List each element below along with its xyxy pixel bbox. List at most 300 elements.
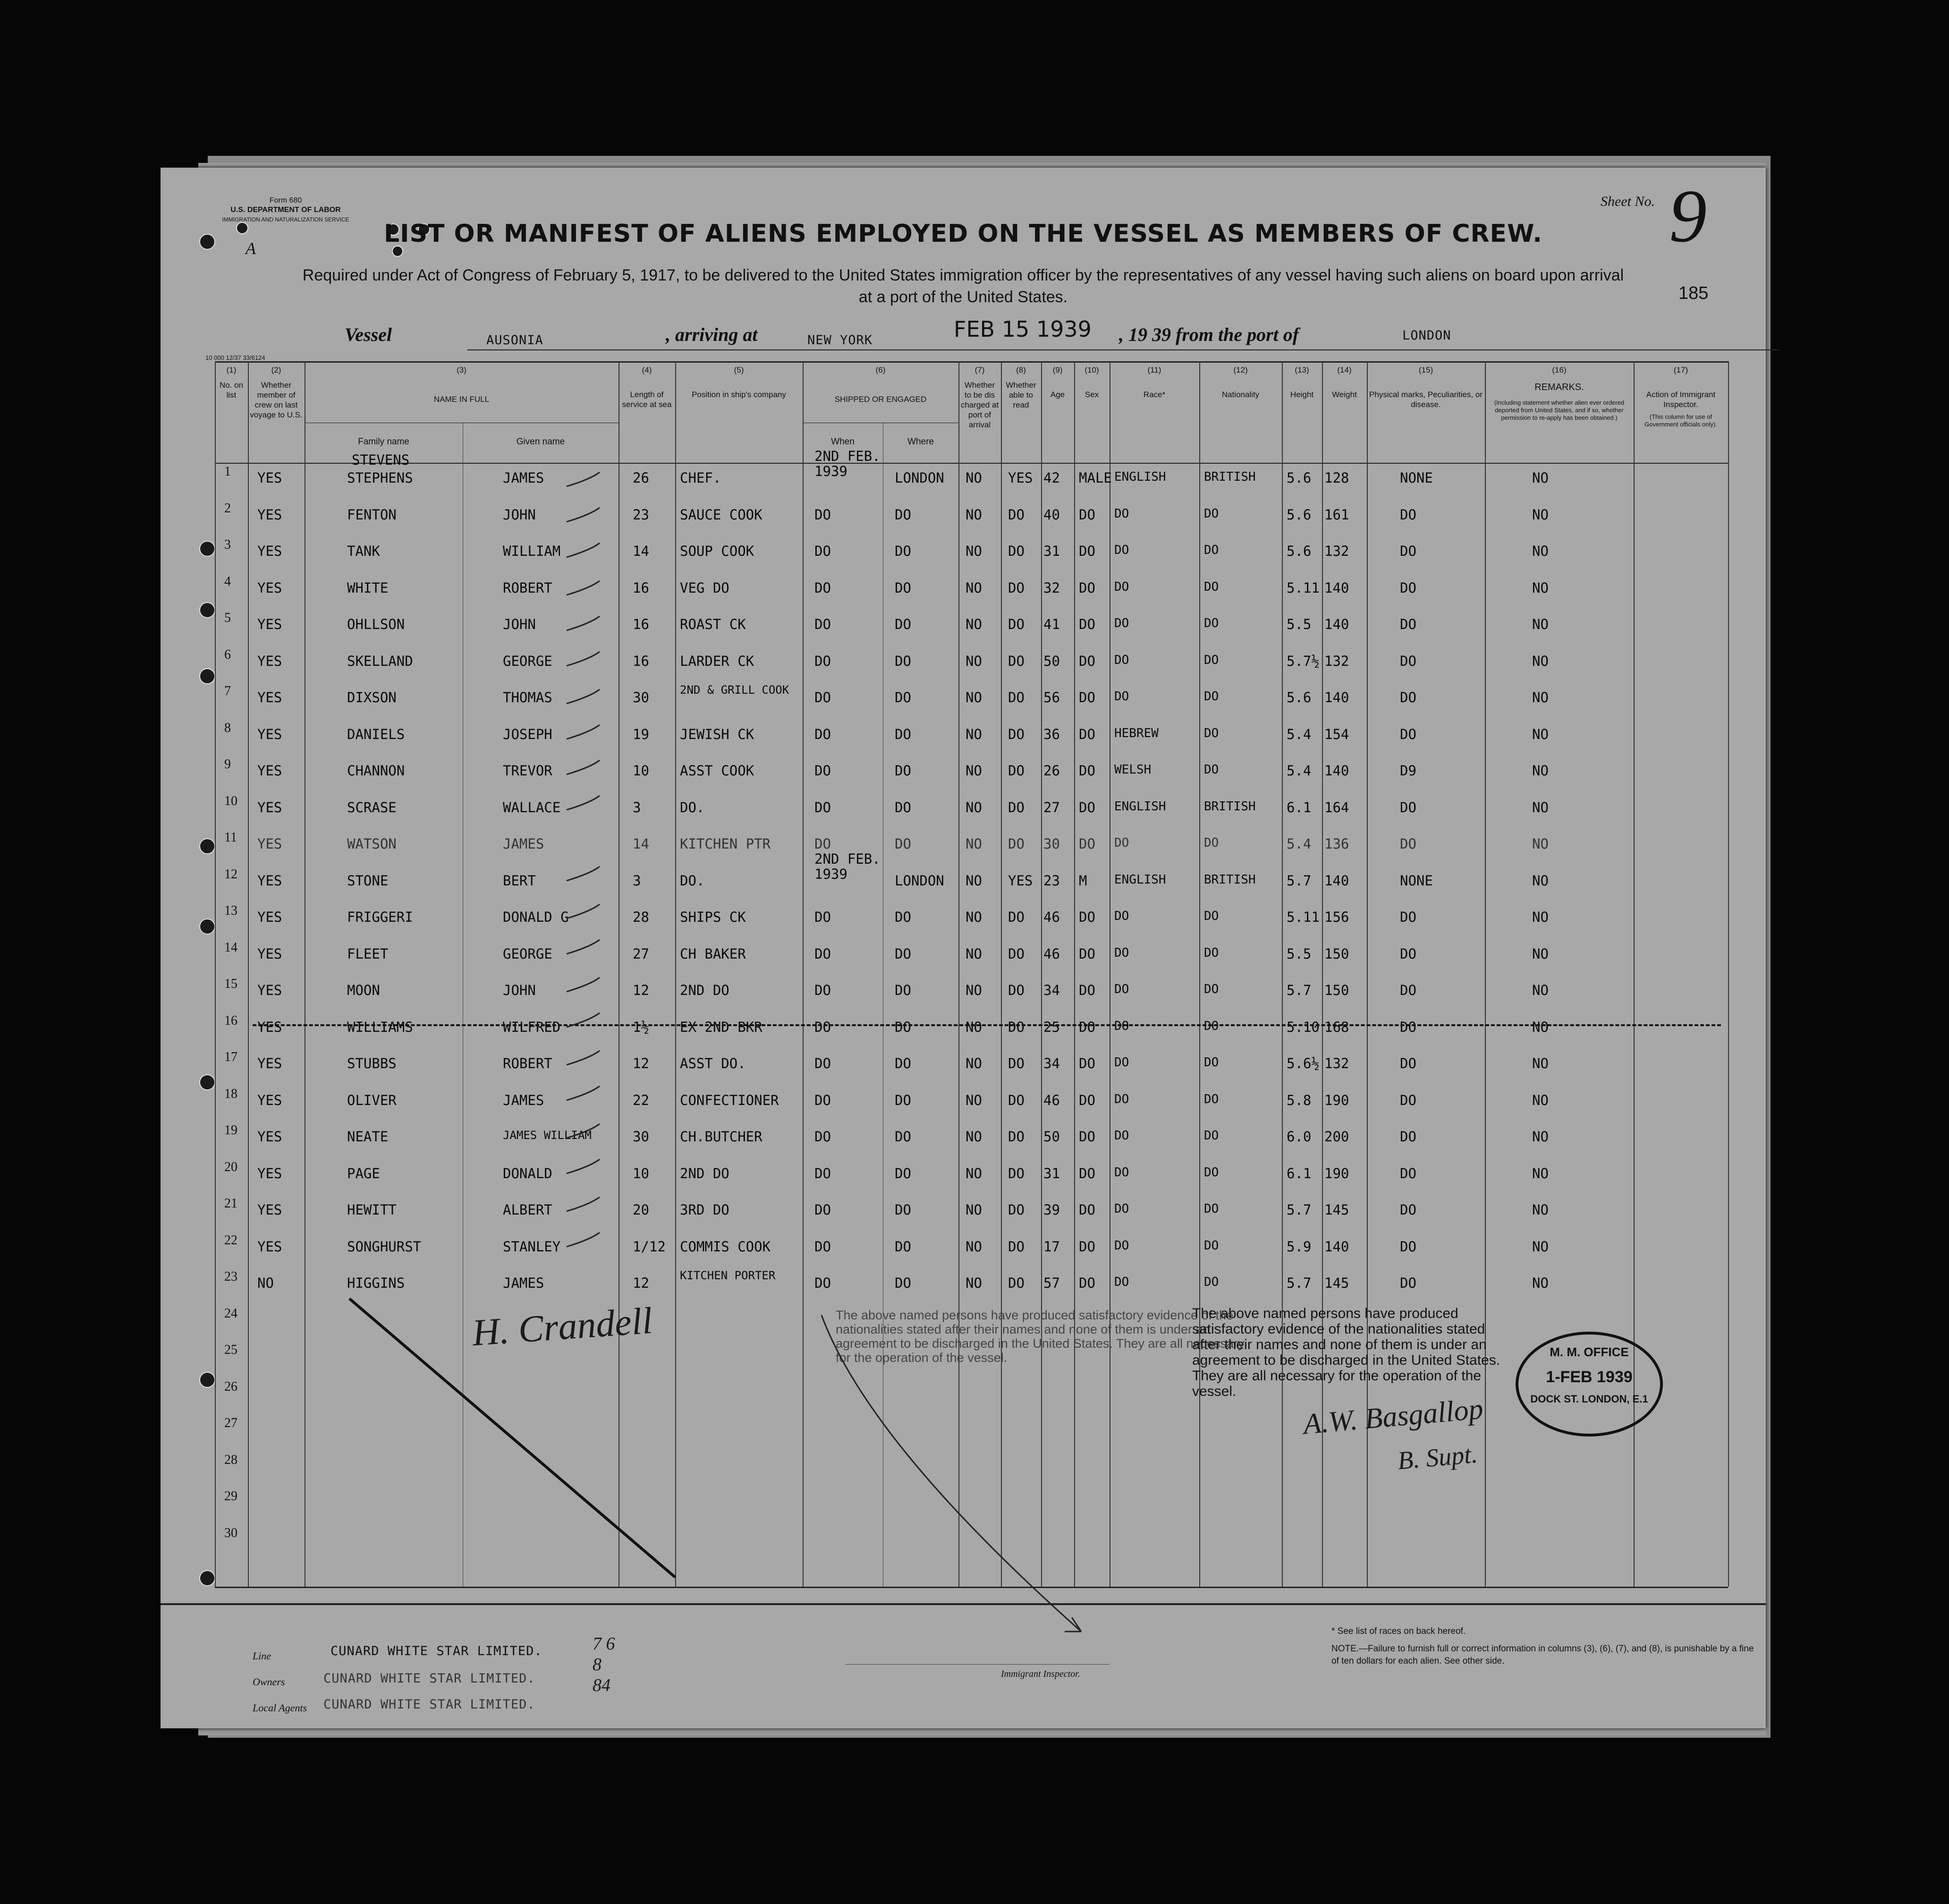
height: 5.7½ xyxy=(1287,653,1320,669)
family-name: FLEET xyxy=(347,945,389,962)
race: DO xyxy=(1114,1275,1129,1289)
age: 34 xyxy=(1043,982,1060,998)
age: 50 xyxy=(1043,1129,1060,1145)
shipped-where: DO xyxy=(895,836,911,852)
nationality: DO xyxy=(1204,1092,1219,1106)
crew-member-flag: YES xyxy=(257,653,282,669)
sex: DO xyxy=(1079,1129,1095,1145)
length-of-service: 3 xyxy=(633,799,641,816)
height: 6.1 xyxy=(1287,799,1312,816)
weight: 140 xyxy=(1324,616,1349,632)
discharged-at-port: NO xyxy=(966,1092,982,1108)
column-header: Length of service at sea xyxy=(622,390,672,409)
weight: 140 xyxy=(1324,1238,1349,1255)
position: DO. xyxy=(680,799,705,816)
position: 2ND DO xyxy=(680,982,729,998)
weight: 190 xyxy=(1324,1092,1349,1108)
race: DO xyxy=(1114,1019,1129,1033)
shipped-when: DO xyxy=(814,799,831,816)
position: 2ND & GRILL COOK xyxy=(680,683,789,697)
discharged-at-port: NO xyxy=(966,872,982,889)
crew-member-flag: YES xyxy=(257,1238,282,1255)
remarks: NO xyxy=(1532,689,1549,706)
shipped-when: DO xyxy=(814,579,831,596)
height: 5.6 xyxy=(1287,689,1312,706)
discharged-at-port: NO xyxy=(966,1238,982,1255)
shipped-when: DO xyxy=(814,1238,831,1255)
given-name: JOHN xyxy=(503,616,536,632)
position: 3RD DO xyxy=(680,1202,729,1218)
length-of-service: 12 xyxy=(633,1055,649,1071)
physical-marks: DO xyxy=(1400,1275,1416,1291)
weight: 132 xyxy=(1324,543,1349,559)
row-number: 20 xyxy=(224,1159,237,1174)
discharged-at-port: NO xyxy=(966,982,982,998)
able-to-read: DO xyxy=(1008,1129,1025,1145)
length-of-service: 30 xyxy=(633,689,649,706)
race: ENGLISH xyxy=(1114,872,1166,887)
race: ENGLISH xyxy=(1114,799,1166,814)
corner-mark: A xyxy=(246,239,256,258)
column-number: (1) xyxy=(226,366,237,374)
shipped-where: DO xyxy=(895,506,911,523)
family-name: HIGGINS xyxy=(347,1275,405,1291)
age: 57 xyxy=(1043,1275,1060,1291)
crew-member-flag: YES xyxy=(257,799,282,816)
crew-member-flag: YES xyxy=(257,543,282,559)
nationality: DO xyxy=(1204,836,1219,850)
family-name: CHANNON xyxy=(347,763,405,779)
nationality: DO xyxy=(1204,1129,1219,1143)
position: COMMIS COOK xyxy=(680,1238,771,1255)
master-signature-title: B. Supt. xyxy=(1396,1439,1479,1475)
weight: 140 xyxy=(1324,689,1349,706)
inspector-label: Immigrant Inspector. xyxy=(1001,1669,1080,1679)
position: LARDER CK xyxy=(680,653,754,669)
physical-marks: DO xyxy=(1400,1092,1416,1108)
row-number: 15 xyxy=(224,977,237,991)
shipped-where: DO xyxy=(895,726,911,742)
remarks: NO xyxy=(1532,1238,1549,1255)
age: 46 xyxy=(1043,945,1060,962)
physical-marks: DO xyxy=(1400,836,1416,852)
inspector-line xyxy=(845,1664,1110,1665)
nationality: DO xyxy=(1204,1238,1219,1253)
position: SHIPS CK xyxy=(680,909,746,925)
crew-member-flag: YES xyxy=(257,945,282,962)
physical-marks: DO xyxy=(1400,909,1416,925)
physical-marks: DO xyxy=(1400,1129,1416,1145)
able-to-read: DO xyxy=(1008,909,1025,925)
age: 31 xyxy=(1043,1165,1060,1182)
sex: DO xyxy=(1079,763,1095,779)
column-header: Age xyxy=(1050,390,1065,399)
nationality: DO xyxy=(1204,982,1219,996)
weight: 200 xyxy=(1324,1129,1349,1145)
shipped-where: DO xyxy=(895,1055,911,1071)
family-name-correction: STEVENS xyxy=(352,452,410,468)
physical-marks: DO xyxy=(1400,1165,1416,1182)
physical-marks: DO xyxy=(1400,1238,1416,1255)
shipped-when: DO xyxy=(814,982,831,998)
age: 36 xyxy=(1043,726,1060,742)
position: ASST DO. xyxy=(680,1055,746,1071)
column-number: (16) xyxy=(1552,366,1567,374)
sex: DO xyxy=(1079,1055,1095,1071)
shipped-where: DO xyxy=(895,689,911,706)
race: DO xyxy=(1114,1238,1129,1253)
column-header: No. on list xyxy=(219,381,244,400)
nationality: DO xyxy=(1204,763,1219,777)
discharged-at-port: NO xyxy=(966,1055,982,1071)
height: 5.9 xyxy=(1287,1238,1312,1255)
family-name: OLIVER xyxy=(347,1092,397,1108)
able-to-read: DO xyxy=(1008,1092,1025,1108)
age: 32 xyxy=(1043,579,1060,596)
stamp-top: M. M. OFFICE xyxy=(1550,1345,1629,1359)
able-to-read: DO xyxy=(1008,836,1025,852)
family-name: STONE xyxy=(347,872,389,889)
remarks: NO xyxy=(1532,1202,1549,1218)
crew-member-flag: YES xyxy=(257,836,282,852)
discharged-at-port: NO xyxy=(966,689,982,706)
row-number: 12 xyxy=(224,867,237,882)
certification-left: The above named persons have produced satisfactory evidence of the nationalities stated after their names and none of them is under an agreement to be discharged in the United States. They are all necessary for the operation of the vessel. xyxy=(836,1308,1245,1365)
physical-marks: NONE xyxy=(1400,470,1433,486)
form-number: Form 680 xyxy=(269,196,302,204)
length-of-service: 14 xyxy=(633,836,649,852)
discharged-at-port: NO xyxy=(966,543,982,559)
subheader-family: Family name xyxy=(358,437,409,447)
weight: 145 xyxy=(1324,1275,1349,1291)
crew-member-flag: YES xyxy=(257,470,282,486)
physical-marks: DO xyxy=(1400,579,1416,596)
discharged-at-port: NO xyxy=(966,909,982,925)
year-from-label: , 19 39 from the port of xyxy=(1119,324,1299,345)
column-header: Height xyxy=(1290,390,1314,399)
discharged-at-port: NO xyxy=(966,579,982,596)
family-name: WATSON xyxy=(347,836,397,852)
height: 5.6 xyxy=(1287,470,1312,486)
able-to-read: DO xyxy=(1008,506,1025,523)
row-number: 7 xyxy=(224,684,231,698)
remarks: NO xyxy=(1532,543,1549,559)
height: 5.4 xyxy=(1287,836,1312,852)
discharged-at-port: NO xyxy=(966,945,982,962)
manifest-sheet xyxy=(161,168,1766,1728)
sex: DO xyxy=(1079,689,1095,706)
page-number: 185 xyxy=(1678,283,1709,303)
sex: DO xyxy=(1079,909,1095,925)
nationality: DO xyxy=(1204,616,1219,630)
shipped-where: LONDON xyxy=(895,470,944,486)
shipped-when: DO xyxy=(814,1129,831,1145)
sex: DO xyxy=(1079,579,1095,596)
physical-marks: DO xyxy=(1400,982,1416,998)
shipped-when: DO xyxy=(814,763,831,779)
height: 5.7 xyxy=(1287,982,1312,998)
nationality: DO xyxy=(1204,909,1219,923)
shipped-when: 2ND FEB. 1939 xyxy=(814,448,881,479)
race: DO xyxy=(1114,1129,1129,1143)
sex: DO xyxy=(1079,799,1095,816)
crew-member-flag: YES xyxy=(257,1092,282,1108)
footer xyxy=(161,1603,1766,1730)
race: DO xyxy=(1114,616,1129,630)
position: CH.BUTCHER xyxy=(680,1129,763,1145)
nationality: BRITISH xyxy=(1204,470,1256,484)
owners-value: CUNARD WHITE STAR LIMITED. xyxy=(323,1671,535,1686)
sex: DO xyxy=(1079,1238,1095,1255)
height: 5.4 xyxy=(1287,763,1312,779)
column-number: (3) xyxy=(457,366,466,374)
column-header: Whether member of crew on last voyage to U.S. xyxy=(250,381,303,419)
age: 40 xyxy=(1043,506,1060,523)
row-number: 14 xyxy=(224,940,237,955)
given-name: WALLACE xyxy=(503,799,561,816)
column-number: (15) xyxy=(1418,366,1433,374)
age: 42 xyxy=(1043,470,1060,486)
shipped-when: DO xyxy=(814,1092,831,1108)
remarks: NO xyxy=(1532,726,1549,742)
shipped-when: DO xyxy=(814,616,831,632)
agents-label: Local Agents xyxy=(253,1702,307,1714)
given-name: BERT xyxy=(503,872,536,889)
line-label: Line xyxy=(253,1650,271,1662)
row-number: 19 xyxy=(224,1123,237,1138)
weight: 140 xyxy=(1324,579,1349,596)
crew-member-flag: YES xyxy=(257,1129,282,1145)
column-number: (5) xyxy=(734,366,744,374)
page-title: LIST OR MANIFEST OF ALIENS EMPLOYED ON THE VESSEL AS MEMBERS OF CREW. xyxy=(384,220,1542,248)
length-of-service: 3 xyxy=(633,872,641,889)
certification-right: The above named persons have produced satisfactory evidence of the nationalities stated after their names and none of them is under an agreement to be discharged in the United States. They are all necessary for the operation of the vessel. xyxy=(1192,1306,1500,1399)
remarks: NO xyxy=(1532,1055,1549,1071)
nationality: DO xyxy=(1204,945,1219,960)
shipped-where: DO xyxy=(895,653,911,669)
row-number: 21 xyxy=(224,1196,237,1211)
length-of-service: 30 xyxy=(633,1129,649,1145)
shipped-when: DO xyxy=(814,1275,831,1291)
discharged-at-port: NO xyxy=(966,653,982,669)
length-of-service: 16 xyxy=(633,653,649,669)
crew-member-flag: YES xyxy=(257,579,282,596)
remarks-note: (Including statement whether alien ever ordered deported from United States, and if so, whether permission to re-apply has been obtained.) xyxy=(1494,399,1625,421)
discharged-at-port: NO xyxy=(966,836,982,852)
physical-marks: DO xyxy=(1400,1019,1416,1035)
nationality: BRITISH xyxy=(1204,799,1256,814)
family-name: DANIELS xyxy=(347,726,405,742)
row-number: 26 xyxy=(224,1379,237,1394)
column-number: (2) xyxy=(271,366,281,374)
length-of-service: 12 xyxy=(633,982,649,998)
row-number: 13 xyxy=(224,903,237,918)
able-to-read: YES xyxy=(1008,872,1033,889)
weight: 150 xyxy=(1324,945,1349,962)
department: U.S. DEPARTMENT OF LABOR xyxy=(230,206,341,214)
remarks: NO xyxy=(1532,1129,1549,1145)
crew-member-flag: YES xyxy=(257,763,282,779)
age: 46 xyxy=(1043,909,1060,925)
given-name: JAMES xyxy=(503,836,544,852)
column-number: (7) xyxy=(974,366,985,374)
position: CONFECTIONER xyxy=(680,1092,779,1108)
nationality: DO xyxy=(1204,1019,1219,1033)
column-number: (6) xyxy=(875,366,886,374)
weight: 161 xyxy=(1324,506,1349,523)
sex: DO xyxy=(1079,982,1095,998)
shipped-where: DO xyxy=(895,616,911,632)
sex: DO xyxy=(1079,1165,1095,1182)
position: CHEF. xyxy=(680,470,721,486)
subheader-where: Where xyxy=(907,437,934,447)
height: 5.7 xyxy=(1287,872,1312,889)
shipped-where: DO xyxy=(895,1019,911,1035)
position: SOUP COOK xyxy=(680,543,754,559)
able-to-read: DO xyxy=(1008,579,1025,596)
remarks: NO xyxy=(1532,1165,1549,1182)
physical-marks: D9 xyxy=(1400,763,1416,779)
pen-strokes xyxy=(161,168,1766,1728)
given-name: JOHN xyxy=(503,506,536,523)
shipped-where: DO xyxy=(895,982,911,998)
race: DO xyxy=(1114,1055,1129,1070)
sex: DO xyxy=(1079,616,1095,632)
position: CH BAKER xyxy=(680,945,746,962)
family-name: SCRASE xyxy=(347,799,397,816)
physical-marks: DO xyxy=(1400,726,1416,742)
row-number: 23 xyxy=(224,1269,237,1284)
nationality: DO xyxy=(1204,1165,1219,1180)
length-of-service: 1/12 xyxy=(633,1238,666,1255)
column-header: Whether able to read xyxy=(1006,381,1036,409)
race: DO xyxy=(1114,689,1129,704)
height: 5.5 xyxy=(1287,945,1312,962)
shipped-when: DO xyxy=(814,1165,831,1182)
shipped-where: DO xyxy=(895,1238,911,1255)
able-to-read: DO xyxy=(1008,1202,1025,1218)
nationality: DO xyxy=(1204,1202,1219,1216)
physical-marks: DO xyxy=(1400,653,1416,669)
row-number: 17 xyxy=(224,1050,237,1064)
shipped-when: DO xyxy=(814,653,831,669)
age: 31 xyxy=(1043,543,1060,559)
column-header: SHIPPED OR ENGAGED xyxy=(834,395,927,404)
sex: DO xyxy=(1079,1275,1095,1291)
height: 5.11 xyxy=(1287,909,1320,925)
race: DO xyxy=(1114,579,1129,594)
remarks: NO xyxy=(1532,982,1549,998)
sheet-label: Sheet No. xyxy=(1601,194,1655,209)
physical-marks: DO xyxy=(1400,799,1416,816)
discharged-at-port: NO xyxy=(966,470,982,486)
height: 5.10 xyxy=(1287,1019,1320,1035)
race: DO xyxy=(1114,945,1129,960)
family-name: OHLLSON xyxy=(347,616,405,632)
physical-marks: DO xyxy=(1400,543,1416,559)
sex: DO xyxy=(1079,1202,1095,1218)
sex: DO xyxy=(1079,506,1095,523)
height: 5.7 xyxy=(1287,1275,1312,1291)
tally-marks: 7 6 8 84 xyxy=(593,1634,615,1695)
weight: 140 xyxy=(1324,763,1349,779)
nationality: DO xyxy=(1204,579,1219,594)
length-of-service: 16 xyxy=(633,616,649,632)
physical-marks: DO xyxy=(1400,1202,1416,1218)
shipped-when: DO xyxy=(814,1055,831,1071)
row-number: 25 xyxy=(224,1343,237,1357)
subheader-when: When xyxy=(831,437,855,447)
nationality: DO xyxy=(1204,543,1219,557)
row-number: 8 xyxy=(224,720,231,735)
given-name: WILLIAM xyxy=(503,543,561,559)
discharged-at-port: NO xyxy=(966,1275,982,1291)
remarks: NO xyxy=(1532,1275,1549,1291)
able-to-read: DO xyxy=(1008,543,1025,559)
length-of-service: 16 xyxy=(633,579,649,596)
age: 50 xyxy=(1043,653,1060,669)
able-to-read: DO xyxy=(1008,945,1025,962)
agents-value: CUNARD WHITE STAR LIMITED. xyxy=(323,1697,535,1712)
remarks: NO xyxy=(1532,1019,1549,1035)
sheet-number: 9 xyxy=(1669,174,1707,258)
shipped-where: DO xyxy=(895,945,911,962)
remarks: NO xyxy=(1532,579,1549,596)
position: JEWISH CK xyxy=(680,726,754,742)
family-name: PAGE xyxy=(347,1165,380,1182)
row-number: 3 xyxy=(224,537,231,552)
able-to-read: DO xyxy=(1008,1165,1025,1182)
row-number: 1 xyxy=(224,464,231,479)
nationality: DO xyxy=(1204,1055,1219,1070)
length-of-service: 10 xyxy=(633,763,649,779)
column-header: Sex xyxy=(1085,390,1099,399)
sex: M xyxy=(1079,872,1087,889)
family-name: SONGHURST xyxy=(347,1238,422,1255)
remarks: NO xyxy=(1532,653,1549,669)
age: 41 xyxy=(1043,616,1060,632)
race: DO xyxy=(1114,506,1129,521)
able-to-read: DO xyxy=(1008,799,1025,816)
given-name: JAMES WILLIAM xyxy=(503,1129,592,1142)
age: 27 xyxy=(1043,799,1060,816)
weight: 156 xyxy=(1324,909,1349,925)
column-number: (14) xyxy=(1337,366,1352,374)
position: EX 2ND BKR xyxy=(680,1019,763,1035)
able-to-read: YES xyxy=(1008,470,1033,486)
family-name: HEWITT xyxy=(347,1202,397,1218)
able-to-read: DO xyxy=(1008,1019,1025,1035)
height: 5.4 xyxy=(1287,726,1312,742)
discharged-at-port: NO xyxy=(966,1165,982,1182)
discharged-at-port: NO xyxy=(966,1019,982,1035)
weight: 190 xyxy=(1324,1165,1349,1182)
sex: DO xyxy=(1079,836,1095,852)
given-name: JAMES xyxy=(503,1275,544,1291)
column-header: Physical marks, Peculiarities, or disease. xyxy=(1369,390,1483,409)
discharged-at-port: NO xyxy=(966,1129,982,1145)
shipped-where: DO xyxy=(895,1092,911,1108)
race: HEBREW xyxy=(1114,726,1159,740)
able-to-read: DO xyxy=(1008,653,1025,669)
given-name: JAMES xyxy=(503,470,544,486)
remarks: NO xyxy=(1532,616,1549,632)
weight: 132 xyxy=(1324,1055,1349,1071)
age: 25 xyxy=(1043,1019,1060,1035)
remarks: NO xyxy=(1532,506,1549,523)
shipped-when: DO xyxy=(814,543,831,559)
inspector-note: (This column for use of Government officials only). xyxy=(1644,413,1717,428)
